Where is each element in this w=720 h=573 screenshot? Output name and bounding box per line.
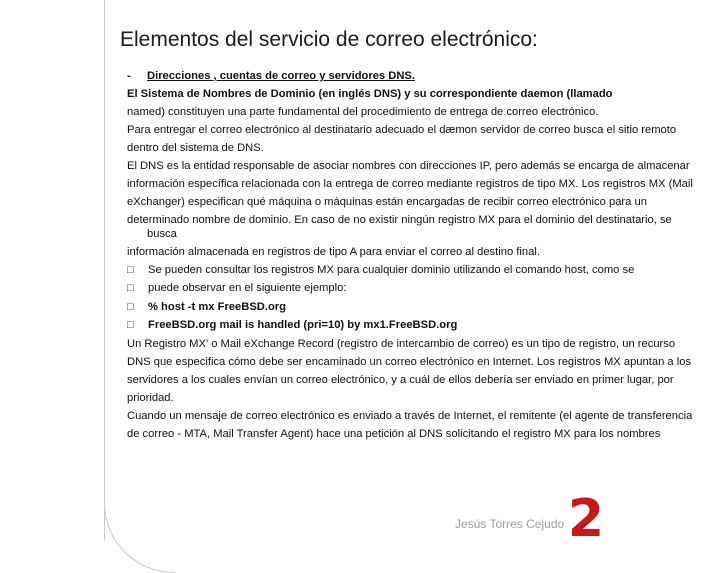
- paragraph: Para entregar el correo electrónico al destinatario adecuado el dæmon servidor de correo busca el sitio remoto: [127, 124, 677, 136]
- checkbox-bullet-icon: □: [127, 263, 134, 276]
- paragraph: información almacenada en registros de tipo A para enviar el correo al destino final.: [127, 245, 540, 258]
- paragraph: Un Registro MX' o Mail eXchange Record (registro de intercambio de correo) es un tipo de registro, un recurso: [127, 337, 676, 350]
- bullet-item: [127, 264, 702, 278]
- bullet-text: puede observar en el siguiente ejemplo:: [148, 282, 347, 294]
- bullet-text: % host -t mx FreeBSD.org: [148, 300, 286, 313]
- bullet-item: [127, 301, 702, 315]
- checkbox-bullet-icon: □: [127, 282, 134, 294]
- bullet-item: [127, 319, 702, 333]
- paragraph: El DNS es la entidad responsable de asociar nombres con direcciones IP, pero además se encarga de almacenar: [127, 160, 690, 172]
- paragraph: DNS que especifica cómo debe ser encaminado un correo electrónico en Internet. Los registros MX apuntan a los: [127, 355, 692, 368]
- slide-title: Elementos del servicio de correo electrónico:: [120, 28, 538, 51]
- paragraph: named) constituyen una parte fundamental del procedimiento de entrega de correo electrónico.: [127, 106, 599, 118]
- paragraph: prioridad.: [127, 391, 174, 404]
- checkbox-bullet-icon: □: [127, 300, 134, 313]
- heading-text: Direcciones , cuentas de correo y servidores DNS.: [147, 70, 415, 82]
- paragraph: información específica relacionada con la entrega de correo mediante registros de tipo MX. Los registros MX (Mail: [127, 178, 693, 190]
- bullet-item: [127, 282, 702, 296]
- bullet-text: FreeBSD.org mail is handled (pri=10) by mx1.FreeBSD.org: [148, 319, 458, 331]
- slide-content: [127, 70, 702, 446]
- heading-dash: -: [127, 70, 131, 82]
- checkbox-bullet-icon: □: [127, 319, 134, 331]
- paragraph: eXchanger) especifican qué máquina o máquinas están encargadas de recibir correo electrónico para un: [127, 196, 647, 208]
- paragraph: Cuando un mensaje de correo electrónico es enviado a través de Internet, el remitente (el agente de transferencia: [127, 409, 693, 422]
- paragraph: servidores a los cuales envían un correo electrónico, y a cuál de ellos debería ser enviado en primer lugar, por: [127, 373, 674, 386]
- footer-author: Jesús Torres Cejudo: [455, 517, 565, 531]
- paragraph: determinado nombre de dominio. En caso de no existir ningún registro MX para el dominio del destinatario, se busca: [127, 214, 672, 240]
- paragraph: El Sistema de Nombres de Dominio (en inglés DNS) y su correspondiente daemon (llamado: [127, 88, 613, 100]
- slide-frame-line: [104, 0, 105, 540]
- section-heading: [127, 70, 702, 84]
- bullet-text: Se pueden consultar los registros MX para cualquier dominio utilizando el comando host, como se: [148, 263, 635, 276]
- paragraph: dentro del sistema de DNS.: [127, 142, 264, 154]
- slide-frame-curve: [104, 462, 175, 573]
- page-number: 2: [567, 489, 605, 549]
- paragraph: de correo - MTA, Mail Transfer Agent) hace una petición al DNS solicitando el registro MX para los nombres: [127, 427, 661, 440]
